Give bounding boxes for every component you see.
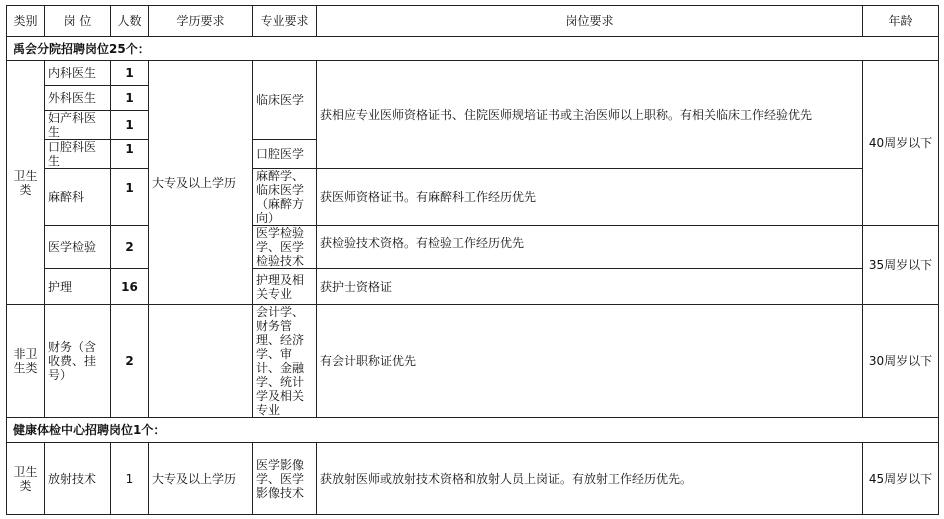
major-cell: 护理及相关专业: [253, 269, 317, 305]
position-cell: 医学检验: [45, 226, 111, 269]
header-row: [7, 6, 939, 37]
count-cell: 1: [111, 443, 149, 515]
count-cell: 1: [111, 169, 149, 226]
position-cell: 麻醉科: [45, 169, 111, 226]
age-cell: 45周岁以下: [863, 443, 939, 515]
requirement-cell: 获护士资格证: [317, 269, 863, 305]
requirement-cell: 获医师资格证书。有麻醉科工作经历优先: [317, 169, 863, 226]
table-row: [7, 305, 939, 418]
table-row: [7, 226, 939, 269]
age-cell: 40周岁以下: [863, 61, 939, 226]
count-cell: 2: [111, 305, 149, 418]
section-title-checkup: 健康体检中心招聘岗位1个：: [7, 418, 939, 443]
position-cell: 放射技术: [45, 443, 111, 515]
major-cell: 口腔医学: [253, 140, 317, 169]
header-position: 岗 位: [45, 6, 111, 37]
count-cell: 1: [111, 111, 149, 140]
age-cell: 30周岁以下: [863, 305, 939, 418]
category-cell: 卫生类: [7, 443, 45, 515]
count-cell: 16: [111, 269, 149, 305]
requirement-cell: 获放射医师或放射技术资格和放射人员上岗证。有放射工作经历优先。: [317, 443, 863, 515]
table-row: [7, 169, 939, 226]
requirement-cell: 有会计职称证优先: [317, 305, 863, 418]
count-cell: 1: [111, 61, 149, 86]
position-cell: 内科医生: [45, 61, 111, 86]
education-cell: 大专及以上学历: [149, 61, 253, 305]
count-cell: 2: [111, 226, 149, 269]
requirement-cell: 获相应专业医师资格证书、住院医师规培证书或主治医师以上职称。有相关临床工作经验优先: [317, 61, 863, 169]
position-cell: 口腔科医生: [45, 140, 111, 169]
count-cell: 1: [111, 140, 149, 169]
header-count: 人数: [111, 6, 149, 37]
major-cell: 麻醉学、临床医学（麻醉方向）: [253, 169, 317, 226]
recruitment-table: [6, 5, 939, 515]
table-row: [7, 269, 939, 305]
position-cell: 外科医生: [45, 86, 111, 111]
education-cell: 大专及以上学历: [149, 443, 253, 515]
education-cell: [149, 305, 253, 418]
position-cell: 财务（含收费、挂号）: [45, 305, 111, 418]
table-row: [7, 61, 939, 86]
age-cell: 35周岁以下: [863, 226, 939, 305]
section-title-yuhui: 禹会分院招聘岗位25个：: [7, 37, 939, 61]
position-cell: 妇产科医生: [45, 111, 111, 140]
requirement-cell: 获检验技术资格。有检验工作经历优先: [317, 226, 863, 269]
header-education: 学历要求: [149, 6, 253, 37]
header-requirement: 岗位要求: [317, 6, 863, 37]
header-age: 年龄: [863, 6, 939, 37]
header-major: 专业要求: [253, 6, 317, 37]
major-cell: 医学检验学、医学检验技术: [253, 226, 317, 269]
section-row: [7, 37, 939, 61]
category-cell: 卫生类: [7, 61, 45, 305]
major-cell: 会计学、财务管理、经济学、审计、金融学、统计学及相关专业: [253, 305, 317, 418]
header-category: 类别: [7, 6, 45, 37]
major-cell: 临床医学: [253, 61, 317, 140]
table-row: [7, 443, 939, 515]
section-row: [7, 418, 939, 443]
position-cell: 护理: [45, 269, 111, 305]
category-cell: 非卫生类: [7, 305, 45, 418]
count-cell: 1: [111, 86, 149, 111]
major-cell: 医学影像学、医学影像技术: [253, 443, 317, 515]
